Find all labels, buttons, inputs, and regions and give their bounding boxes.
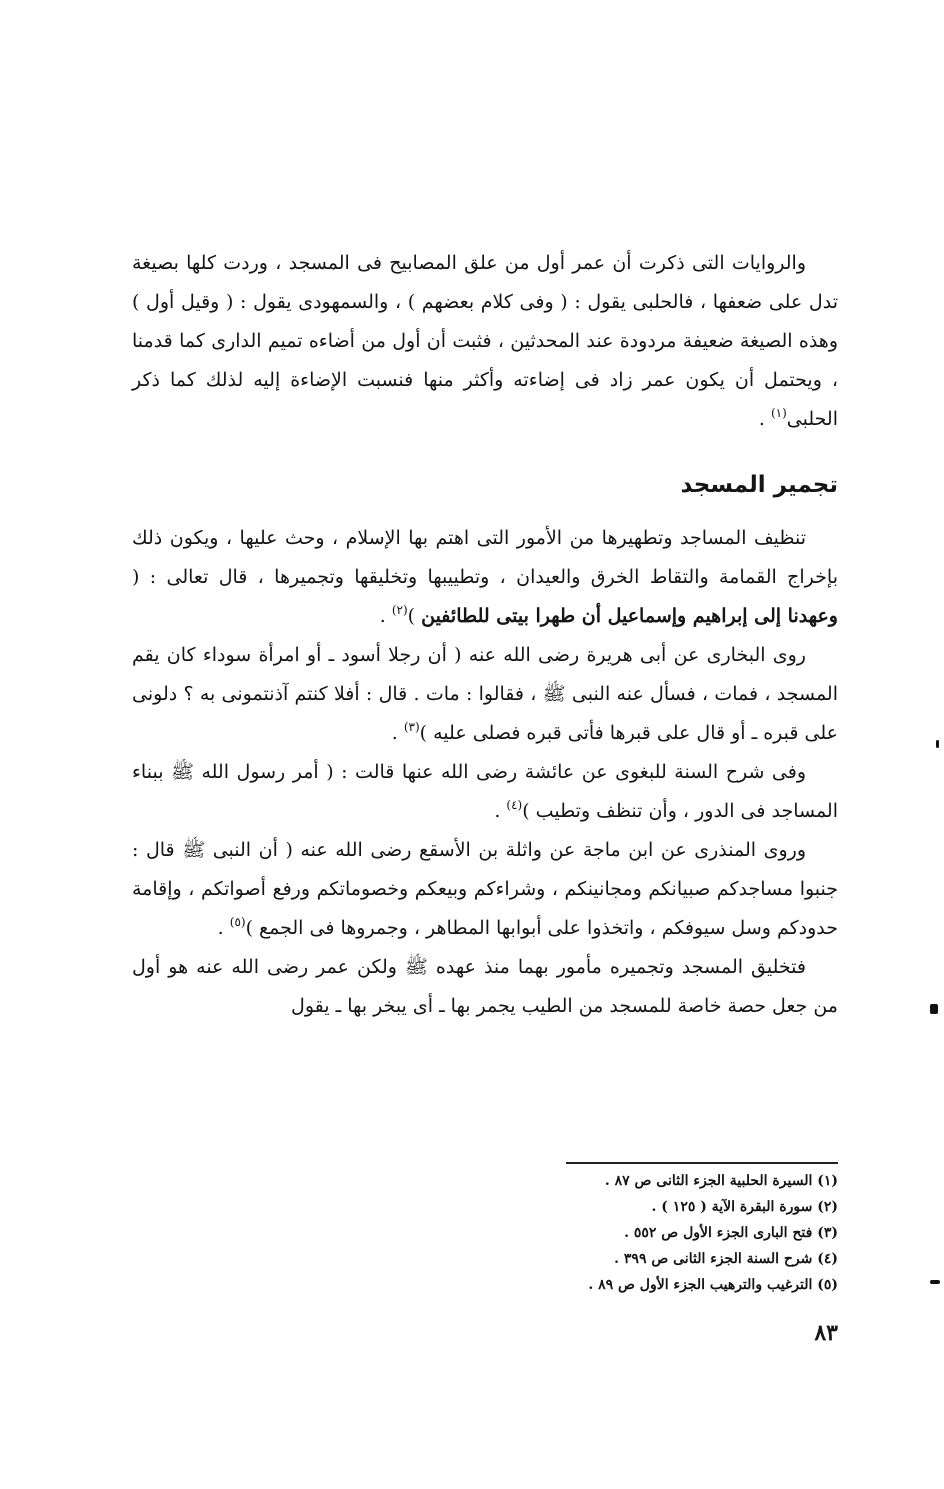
footnote-ref-5: (٥)	[229, 915, 246, 929]
section-heading: تجمير المسجد	[680, 472, 838, 498]
paragraph-lighting	[132, 244, 838, 439]
paragraph-bukhari	[132, 636, 838, 753]
paragraph-baghawi-text: وفى شرح السنة للبغوى عن عائشة رضى الله عنها قالت : ( أمر رسول الله ﷺ ببناء المساجد فى الدور ، وأن تنظف وتطيب )	[132, 761, 838, 822]
page-number: ٨٣	[814, 1320, 838, 1346]
footnote-ref-4: (٤)	[506, 798, 523, 812]
footnote-ref-2: (٢)	[391, 603, 408, 617]
footnote-4: (٤) شرح السنة الجزء الثانى ص ٣٩٩ .	[614, 1251, 838, 1267]
scan-edge-mark-2	[930, 1004, 938, 1014]
sentence-end: .	[758, 408, 771, 430]
scan-edge-mark-1	[936, 740, 939, 748]
footnote-ref-1: (١)	[770, 406, 787, 420]
paragraph-cleaning	[132, 519, 838, 636]
footnote-1: (١) السيرة الحلبية الجزء الثانى ص ٨٧ .	[604, 1173, 838, 1189]
paragraph-mundhiri	[132, 831, 838, 948]
footnote-3: (٣) فتح البارى الجزء الأول ص ٥٥٢ .	[624, 1225, 838, 1241]
paragraph-lighting-text: والروايات التى ذكرت أن عمر أول من علق المصابيح فى المسجد ، وردت كلها بصيغة تدل على ضعفها ، فالحلبى يقول : ( وفى كلام بعضهم ) ، والسمهودى يقول : ( وقيل أول ) وهذه الصيغة ضعيفة مردودة عند المحدثين ، فثبت أن أول من أضاءه تميم الدارى كما قدمنا ، ويحتمل أن يكون عمر زاد فى إضاءته وأكثر منها فنسبت الإضاءة إليه لذلك كما ذكر الحلبى	[132, 252, 838, 430]
footnote-5: (٥) الترغيب والترهيب الجزء الأول ص ٨٩ .	[588, 1277, 838, 1293]
footnote-ref-3: (٣)	[403, 720, 420, 734]
footnotes	[480, 1168, 838, 1298]
paragraph-cleaning-text: تنظيف المساجد وتطهيرها من الأمور التى اهتم بها الإسلام ، وحث عليها ، ويكون ذلك بإخراج القمامة والتقاط الخرق والعيدان ، وتطييبها وتخليقها وتجميرها ، قال تعالى : (	[132, 527, 838, 588]
paragraph-mundhiri-text: وروى المنذرى عن ابن ماجة عن واثلة بن الأسقع رضى الله عنه ( أن النبى ﷺ قال : جنبوا مساجدكم صبيانكم ومجانينكم ، وشراءكم وبيعكم وخصوماتكم ورفع أصواتكم ، وإقامة حدودكم وسل سيوفكم ، واتخذوا على أبوابها المطاهر ، وجمروها فى الجمع )	[132, 839, 838, 939]
sentence-end: .	[494, 800, 507, 822]
main-text	[132, 244, 838, 1026]
paragraph-takhliq: فتخليق المسجد وتجميره مأمور بهما منذ عهده ﷺ ولكن عمر رضى الله عنه هو أول من جعل حصة خاصة للمسجد من الطيب يجمر بها ـ أى يبخر بها ـ يقول	[132, 956, 838, 1017]
footnote-separator	[566, 1162, 838, 1164]
sentence-end: .	[379, 605, 392, 627]
quran-verse: وعهدنا إلى إبراهيم وإسماعيل أن طهرا بيتى للطائفين	[421, 605, 838, 627]
paragraph-bukhari-text: روى البخارى عن أبى هريرة رضى الله عنه ( أن رجلا أسود ـ أو امرأة سوداء كان يقم المسجد ، فمات ، فسأل عنه النبى ﷺ ، فقالوا : مات . قال : أفلا كنتم آذنتمونى به ؟ دلونى على قبره ـ أو قال على قبرها فأتى قبره فصلى عليه )	[132, 644, 838, 744]
scan-edge-mark-3	[930, 1280, 940, 1284]
sentence-end: .	[391, 722, 404, 744]
quran-close: )	[407, 605, 422, 627]
footnote-2: (٢) سورة البقرة الآية ( ١٢٥ ) .	[651, 1199, 838, 1215]
paragraph-baghawi	[132, 753, 838, 831]
sentence-end: .	[217, 917, 230, 939]
